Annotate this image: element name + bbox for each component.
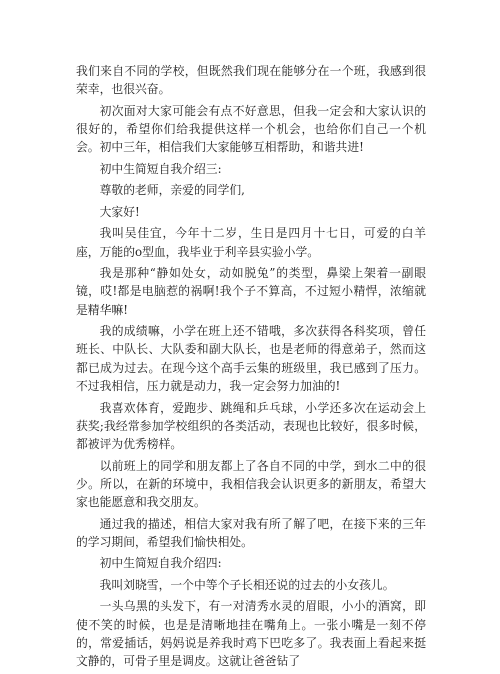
paragraph: 初次面对大家可能会有点不好意思，但我一定会和大家认识的很好的，希望你们给我提供这样一个机会，也给你们自己一个机会。初中三年，相信我们大家能够互相帮助，和谐共进! xyxy=(76,103,426,155)
paragraph: 一头乌黑的头发下，有一对清秀水灵的眉眼，小小的酒窝，即使不笑的时候，也是是清晰地挂在嘴角上。一张小嘴是一刻不停的，常爱插话，妈妈说是养我时鸡下巴吃多了。我表面上看起来挺文静的，可骨子里是调皮。这就让爸爸钻了 xyxy=(76,599,426,669)
paragraph: 我叫刘晓雪，一个中等个子长相还说的过去的小女孩儿。 xyxy=(99,577,395,592)
paragraph: 我是那种“静如处女，动如脱兔”的类型，鼻梁上架着一副眼镜，哎!都是电脑惹的祸啊!我个子不算高，不过短小精悍，浓缩就是精华嘛! xyxy=(76,266,426,317)
paragraph-continuation: 我们来自不同的学校，但既然我们现在能够分在一个班，我感到很荣幸，也很兴奋。 xyxy=(76,64,426,97)
salutation: 尊敬的老师，亲爱的同学们, xyxy=(99,183,245,198)
paragraph: 我的成绩嘛，小学在班上还不错哦，多次获得各科奖项，曾任班长、中队长、大队委和副大队长，也是老师的得意弟子，然而这都已成为过去。在现今这个高手云集的班级里，我已感到了压力。不过我相信，压力就是动力，我一定会努力加油的! xyxy=(76,324,426,394)
paragraph: 我喜欢体育，爱跑步、跳绳和乒乓球，小学还多次在运动会上获奖;我经常参加学校组织的各类活动，表现也比较好，很多时候，都被评为优秀榜样。 xyxy=(76,400,426,452)
greeting: 大家好! xyxy=(99,204,140,219)
paragraph: 通过我的描述，相信大家对我有所了解了吧，在接下来的三年的学习期间，希望我们愉快相处。 xyxy=(76,516,426,549)
section-heading: 初中生简短自我介绍四: xyxy=(99,556,222,571)
section-heading: 初中生简短自我介绍三: xyxy=(99,161,222,176)
document-body xyxy=(76,62,426,674)
paragraph: 我叫吴佳宜，今年十二岁，生日是四月十七日，可爱的白羊座，万能的o型血，我毕业于利辛县实验小学。 xyxy=(76,226,426,259)
paragraph: 以前班上的同学和朋友都上了各自不同的中学，到水二中的很少。所以，在新的环境中，我相信我会认识更多的新朋友，希望大家也能愿意和我交朋友。 xyxy=(76,458,426,510)
